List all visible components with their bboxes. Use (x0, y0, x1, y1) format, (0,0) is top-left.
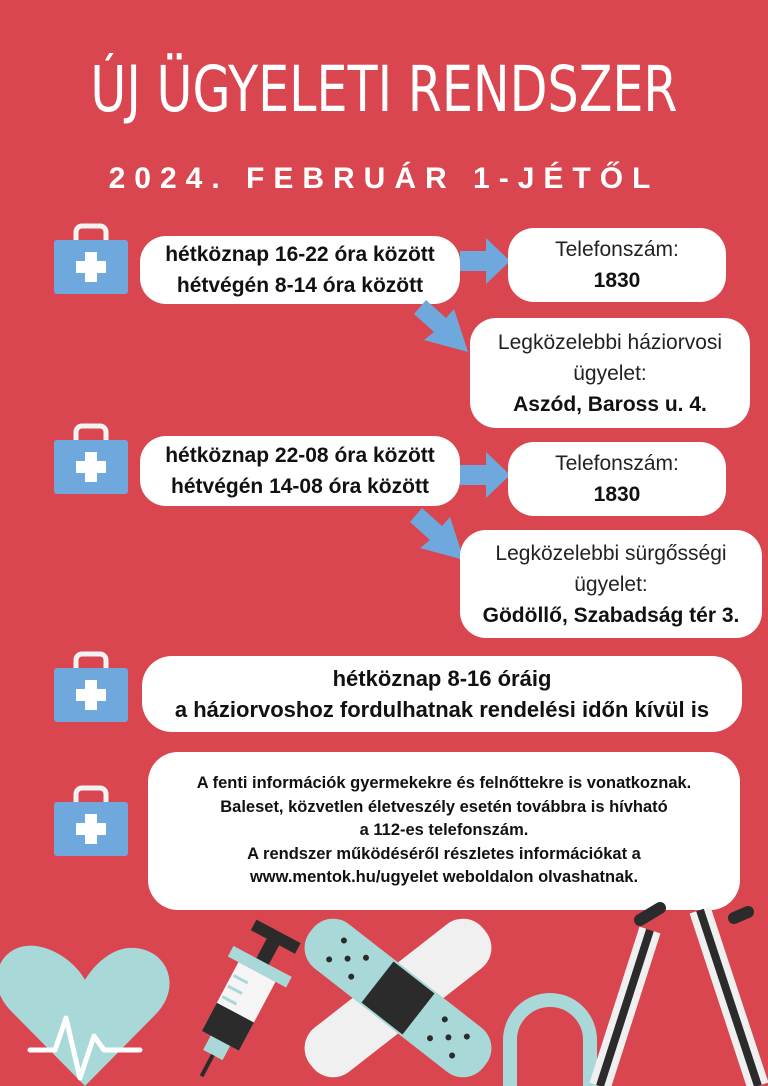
phone-label: Telefonszám: (555, 452, 679, 475)
office-address: Gödöllő, Szabadság tér 3. (482, 603, 740, 627)
daytime-line: a háziorvoshoz fordulhatnak rendelési időn kívül is (174, 697, 710, 722)
office-box-1 (470, 318, 750, 428)
arrow-down-right-icon (414, 300, 474, 356)
phone-number: 1830 (593, 483, 641, 506)
syringe-icon (186, 918, 296, 1086)
medical-kit-icon (52, 786, 130, 858)
hours-line: hétvégén 14-08 óra között (171, 475, 429, 498)
hours-line: hétvégén 8-14 óra között (176, 274, 424, 297)
medical-kit-icon (52, 652, 130, 724)
medical-kit-icon (52, 424, 130, 496)
info-line: A rendszer működéséről részletes információkat a (247, 844, 641, 863)
phone-box-2 (508, 442, 726, 516)
office-line: ügyelet: (573, 361, 647, 385)
medical-kit-icon (52, 224, 130, 296)
daytime-line: hétköznap 8-16 óráig (332, 666, 552, 691)
info-line: www.mentok.hu/ugyelet weboldalon olvashatnak. (249, 868, 639, 887)
page-subtitle: 2024. FEBRUÁR 1-JÉTŐL (108, 162, 660, 195)
stethoscope-icon (500, 900, 768, 1086)
info-line: Baleset, közvetlen életveszély esetén továbbra is hívható (220, 797, 668, 816)
page-title: ÚJ ÜGYELETI RENDSZER (90, 53, 678, 126)
phone-number: 1830 (593, 269, 641, 292)
bandage-icon (298, 910, 498, 1086)
phone-box-1 (508, 228, 726, 302)
general-info-box (148, 752, 740, 910)
office-line: ügyelet: (574, 572, 648, 596)
phone-label: Telefonszám: (555, 238, 679, 261)
hours-line: hétköznap 16-22 óra között (165, 243, 435, 266)
hours-box-1 (140, 236, 460, 304)
daytime-box (142, 656, 742, 732)
arrow-right-icon (460, 452, 510, 498)
office-address: Aszód, Baross u. 4. (513, 392, 707, 416)
office-line: Legközelebbi háziorvosi (497, 330, 723, 354)
hours-line: hétköznap 22-08 óra között (165, 444, 435, 467)
heart-pulse-icon (0, 940, 170, 1086)
info-line: A fenti információk gyermekekre és felnőttekre is vonatkoznak. (196, 774, 692, 793)
arrow-right-icon (460, 238, 510, 284)
hours-box-2 (140, 436, 460, 506)
office-box-2 (460, 530, 762, 638)
office-line: Legközelebbi sürgősségi (495, 541, 727, 565)
info-line: a 112-es telefonszám. (359, 821, 529, 840)
